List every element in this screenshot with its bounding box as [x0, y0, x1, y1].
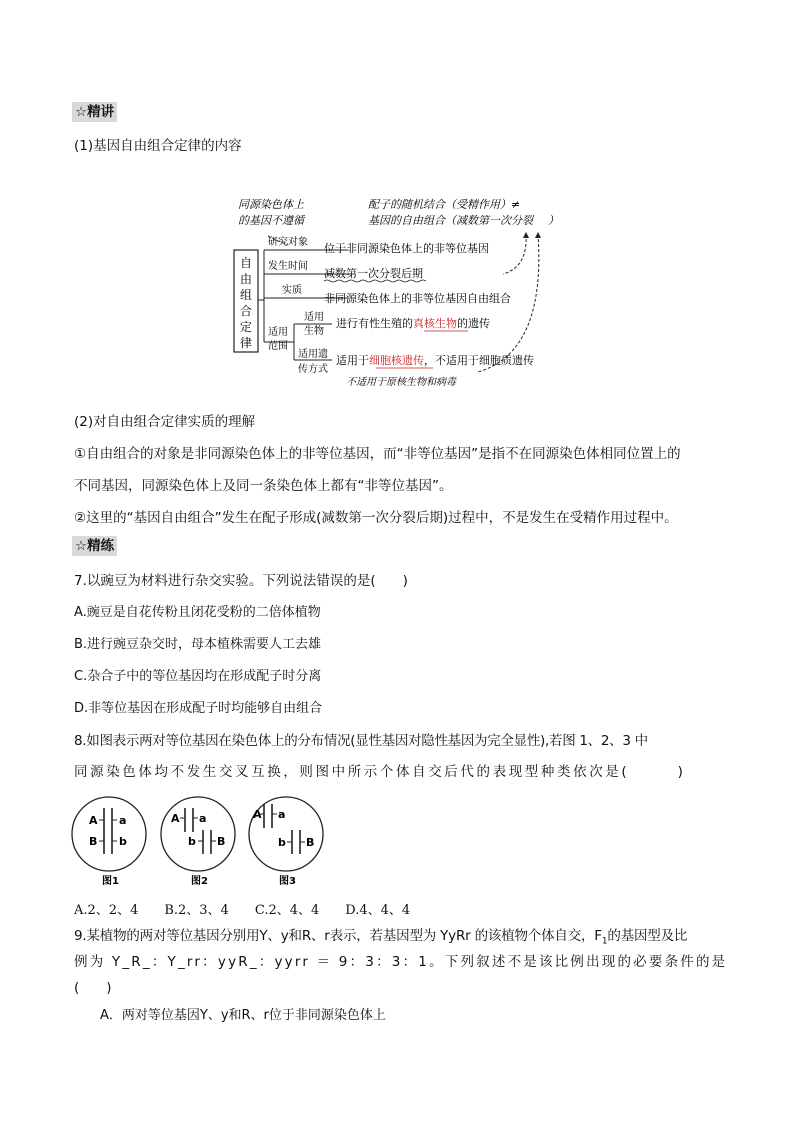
svg-text:）: ） — [548, 214, 559, 227]
essence-text: 非同源染色体上的非等位基因自由组合 — [324, 292, 511, 305]
title-char-1: 自 — [239, 256, 253, 270]
q7-option-a: A.豌豆是自花传粉且闭花受粉的二倍体植物 — [74, 605, 321, 620]
q9-stem-line2: 例为 Y_R_：Y_rr：yyR_：yyrr ＝ 9：3：3：1。下列叙述不是该比例出现的必要条件的是 — [74, 954, 728, 970]
fig1-label: 图1 — [102, 876, 119, 887]
fig3-label: 图3 — [279, 876, 296, 887]
q8-stem-line2: 同源染色体均不发生交叉互换，则图中所示个体自交后代的表现型种类依次是( ) — [74, 764, 686, 780]
label-scope-2: 范围 — [268, 341, 288, 352]
dashed-arrow-right-top — [503, 234, 526, 274]
label-essence: 实质 — [282, 285, 302, 296]
label-research-object: 研究对象 — [268, 237, 308, 248]
fig3-allele-b: b — [278, 836, 286, 849]
note-left-line2: 的基因不遵循 — [238, 214, 304, 227]
organism-text: 进行有性生殖的真核生物的遗传 — [336, 317, 490, 330]
q9-stem-line3: ( ) — [74, 980, 112, 996]
q9-stem-line1: 9.某植物的两对等位基因分别用Y、y和R、r表示，若基因型为 YyRr 的该植物个体自交，$F_1$的基因型及比 — [74, 928, 688, 947]
fig1-allele-b: b — [119, 835, 127, 848]
fig3-allele-a: a — [278, 808, 286, 821]
research-object-text: 位于非同源染色体上的非等位基因 — [324, 242, 489, 255]
paragraph-3b: 不同基因，同源染色体上及同一条染色体上都有“非等位基因”。 — [74, 478, 453, 494]
chromosome-figures — [68, 790, 332, 890]
note-left-line1: 同源染色体上 — [238, 198, 304, 211]
mode-text: 适用于细胞核遗传，不适用于细胞质遗传 — [336, 354, 534, 367]
q7-option-c: C.杂合子中的等位基因均在形成配子时分离 — [74, 669, 322, 684]
fig1-allele-a: a — [119, 814, 127, 827]
note-right-line1: 配子的随机结合（受精作用）≠ — [368, 198, 521, 211]
section-header-jingjiang: ☆精讲 — [72, 102, 117, 122]
title-char-6: 律 — [239, 336, 253, 350]
fig2-allele-b: b — [188, 835, 196, 848]
title-char-3: 组 — [239, 288, 253, 302]
title-char-4: 合 — [239, 304, 253, 318]
title-char-5: 定 — [239, 320, 253, 334]
fig2-allele-a: a — [199, 812, 207, 825]
title-char-2: 由 — [239, 272, 253, 286]
label-organism-2: 生物 — [304, 326, 324, 337]
paragraph-2: (2)对自由组合定律实质的理解 — [74, 414, 256, 430]
paragraph-1: (1)基因自由组合定律的内容 — [74, 138, 242, 154]
paragraph-4: ②这里的“基因自由组合”发生在配子形成(减数第一次分裂后期)过程中，不是发生在受精作用过程中。 — [74, 510, 678, 526]
paragraph-3a: ①自由组合的对象是非同源染色体上的非等位基因，而“非等位基因”是指不在同源染色体相同位置上的 — [74, 446, 681, 462]
fig2-label: 图2 — [191, 876, 208, 887]
fig1-allele-B: B — [89, 835, 98, 848]
q7-stem: 7.以豌豆为材料进行杂交实验。下列说法错误的是( ) — [74, 573, 408, 589]
note-bottom: 不适用于原核生物和病毒 — [346, 377, 456, 388]
section-header-jinglian: ☆精练 — [72, 536, 117, 556]
fig1-allele-A: A — [89, 814, 98, 827]
label-mode-1: 适用遗 — [298, 349, 328, 360]
fig3-allele-B: B — [306, 836, 315, 849]
q8-stem-line1: 8.如图表示两对等位基因在染色体上的分布情况(显性基因对隐性基因为完全显性),若图 1、2、3 中 — [74, 733, 648, 749]
q9-option-a: A．两对等位基因Y、y和R、r位于非同源染色体上 — [100, 1008, 386, 1023]
label-time: 发生时间 — [268, 261, 308, 272]
note-right-line2: 基因的自由组合（减数第一次分裂 — [368, 214, 533, 227]
q7-option-d: D.非等位基因在形成配子时均能够自由组合 — [74, 701, 323, 716]
free-combination-law-diagram — [228, 192, 568, 392]
fig2-allele-B: B — [217, 835, 226, 848]
q7-option-b: B.进行豌豆杂交时，母本植株需要人工去雄 — [74, 637, 322, 652]
time-text: 减数第一次分裂后期 — [324, 267, 423, 280]
label-mode-2: 传方式 — [298, 364, 328, 375]
fig2-allele-A: A — [171, 812, 180, 825]
fig3-allele-A: A — [253, 808, 262, 821]
label-scope-1: 适用 — [268, 327, 288, 338]
q8-options: A.2、2、4 B.2、3、4 C.2、4、4 D.4、4、4 — [74, 903, 411, 918]
label-organism-1: 适用 — [304, 312, 324, 323]
